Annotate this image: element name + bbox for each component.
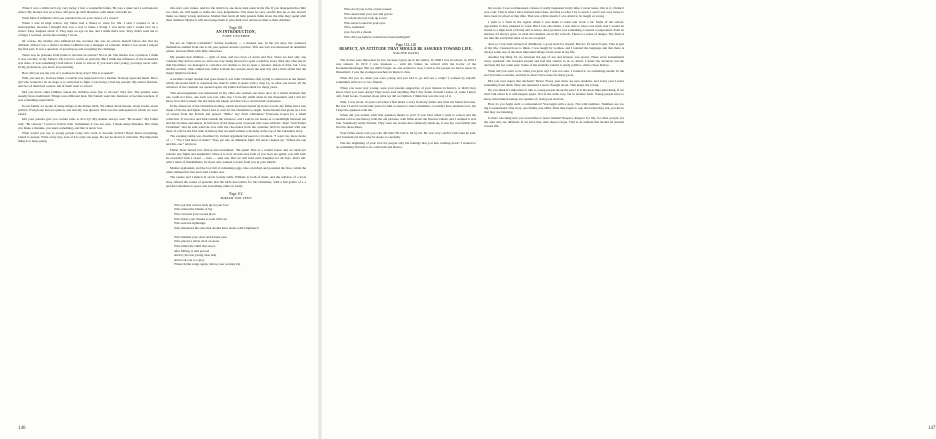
paragraph: Your father never told you who did this? He told it, bit by bit. He was very careful with what he said, and I understood later why he spoke so carefully.	[336, 131, 476, 140]
paragraph: We are an "almost Calvinistic" former Germany — a modern one. In the old days, the countries themselves studied from one to 24, just opened around a picture. This one was was measured an unskilled planet, and was filled with little characters.	[166, 41, 306, 54]
paragraph: The stories were important for me, because I grew up in the sixties. In 1966 I was in school, in 1970 I was sixteen. In 1972 I was nineteen — with my father, he arrived with the horror of the Konzentrationslager. But we didn't forget, no-one wanted to stop. I said to the people we had to know in Dusseldorf. I saw the youngest teachers in Rezzo's class.	[336, 58, 476, 75]
paragraph: Well, I was about 13 years old when I first heard a story from my father and what his father had seen. He was 74 and it would take years for him to answer. I don't remember, I wouldn't have understood it, but I kept the question with me.	[336, 99, 476, 112]
poem-line: Who made your cheeks so pale with red	[174, 216, 227, 221]
poem-page-ref: Page 112	[229, 191, 243, 196]
poem-line: Who untied the blanks of my	[174, 207, 213, 212]
paragraph: And so I was well advised of childhood, a good level for myself. But no, I'd never forget. This is part of my life. I learned how to think. I was taught by women, and I learned the language and that there is always some one of the most important things I have done in my life.	[484, 41, 624, 54]
paragraph: When did you realize what that question meant to you? It was later when I went to school and the teacher told us the history with the old pictures, with films about the Warsaw Ghetto and I realized it was true. Somebody really did this. They were not stories that somebody made up, it was my own family that lived in those times.	[336, 113, 476, 130]
poem-line: Who sent the lightnings	[174, 221, 206, 226]
right-column-2	[484, 6, 624, 422]
poem-line: Who, saddened	[344, 25, 365, 30]
paragraph: Is there one thing that you would like to leave behind? Respect. Respect for life, for other people, for the ones who are different. If we have that, then there is hope. That is an attitude that should be assured toward life.	[484, 115, 624, 128]
poem-line: Who desecrated your rest and graves	[344, 11, 393, 16]
poem-line: Who placed a silver stick on stone	[174, 239, 220, 244]
essay-author: FOBE UNGERER	[222, 34, 250, 39]
paragraph: This encouragement was mentioned in my other one opened one more door on a winter moment that one could not have, one such was lost. One day, I bore my small sister in the mountains and I did not know how that worked, but she made me laugh, and that was a certain kind of pleasure.	[166, 90, 306, 103]
paragraph: Of course, my mother also influenced me, because she was an actress herself before she had six children. When I was a child a woman I admired was a manager of a theater. When I was seven I played my first part. It was a question of growing up and accepting the challenge.	[18, 39, 158, 52]
poem-line: Who stood you to the corner passed	[344, 7, 392, 11]
paragraph: Do you think it's important to talk to young people about the past? It is the most important thing. If we don't talk about it, it will happen again. Not in the same way, but in another form. Young people have to know what human beings are capable of, both good and bad.	[484, 88, 624, 101]
paragraph: this one's own values. And for the child it is one more dark point in his life. If you disappoint the child too often, he will begin to make his own judgements. You must be very careful that he or she doesn't make too many wrong decisions. Mother then leads all help parents think about the time they spend with their children. Maybe it will encourage them to give their love and more time to their children.	[166, 6, 306, 23]
paragraph: Mother applauded, and the box full of remaining eggs. One scratched and pounded the floor, while the other stamped his feet and cried a bitter tear.	[166, 165, 306, 174]
paragraph: What would you say to young people today who want to become writers? Read. Read everything. Listen to people. Write every day, even if it is only one page. Do not be afraid of criticism. The important thing is to keep going.	[18, 131, 158, 144]
poem-line: And by the last young wise ship	[174, 253, 217, 258]
poem-line: And took you to a grey	[174, 257, 205, 262]
poem-line: Who measured the stars that should have shone with brightness?	[174, 225, 260, 230]
paragraph: How do you begin such a conversation? You begin with a story. Not with numbers. Numbers are too big to understand. One story, one family, one child. Then they begin to ask. And when they ask, you know that they are listening.	[484, 102, 624, 115]
paragraph: Did you ever regret that decision? Never. Every year there are new students, and every year I learn something from them. They ask questions I never thought about. That keeps me young.	[484, 78, 624, 87]
paragraph: My parents had children — girls of nine, and two boys of seven and five. Since we had only one calendar they had no rules, no such one way being allowed to open a window every third day. One day in mid December, we managed to convince our mother to let us open a window ahead of time, but I was terribly excited. This calmed me; rather it made me curious about the next day and a little afraid that the magic might be broken.	[166, 55, 306, 76]
poem-line: Who put that canvas back upon your face	[174, 202, 229, 207]
poem-author: MIRIAM VAN VEEN	[220, 195, 252, 200]
interview-title: RESPECT, AN ATTITUDE THAT SHOULD BE ASSURED TOWARD LIFE,	[339, 47, 473, 52]
paragraph: Another big thing for us, between the age of ten and sixteen, was sports. There were tournaments every weekend. We traveled around and had this chance to do so much. I made my decision, but the decision did not come easy. Some of the students wanted to study politics, others chose history.	[484, 55, 624, 68]
poem-line: Who killed the child that stood,	[174, 244, 216, 249]
essay-heading	[166, 26, 306, 38]
poem-line: Who never looked in your eyes	[344, 20, 386, 25]
page-number-right: 147	[928, 426, 936, 431]
poem-line: Who violated your sacred place	[174, 211, 216, 216]
interview-author: WALTER DAVID	[393, 51, 419, 56]
paragraph: When you were very young, were your parents supportive of your interest in history, or didn't they know what you were doing? They never said anything. But I did. Some of them I knew of, some I knew only from books. I learned about what we did as children. I think that was the way of it.	[336, 85, 476, 98]
page-number-left: 146	[18, 426, 26, 431]
paragraph: Father Peter turned into fiction and exclaimed: "Be quiet! This is a careful house and we shall not tolerate any fights and arguments. Since it is now obvious that both of you boys are guilty, you will both be rewarded with a sweet — here — take one. But we will hold each daughter for all days. Don't tell, with a letter of thankfulness for those who wanted to learn from you in your minds".	[166, 148, 306, 165]
paragraph: There was no pressure from home to become an actress? Not at all. The theater was a passion. I think it was a hobby of my father's. He loved to watch us perform. But I think the influence of the household was there. It was something I had before I went to school. If you don't start young, you may never start. In my profession, you never stop learning.	[18, 52, 158, 69]
paragraph: I went to a farm in the region where I was made to learn and work a lot. Some of the school, opposition to that, planned to work. But I was also made, I was able to know one truth, that I would be bound to a high level of living and to know. And yet there was something I wanted to experience from an interest, I'd always gone, as what the students are in my schools. There is a sense of danger. The farm is not like the world that most of us are accepted.	[484, 19, 624, 40]
interview-page-ref: Page 114–120	[395, 43, 417, 48]
poem-line: your face lit a dream	[344, 29, 372, 34]
paragraph: How did you see the role of a woman in those days? Was it accepted?	[22, 70, 114, 75]
interview-heading	[336, 43, 476, 55]
paragraph: his words. I was so impressed, I mean, it really happened in my time. I never knew, this is it. I think it was a sin. That is what I have learned since then, and that is what I try to teach. I said I was very lucky to have been in school at that time. That was a little dream. I was afraid to be taught as wrong.	[484, 6, 624, 19]
paragraph: Well, yes and no. In those times a woman was supposed to be a mother. Nobody expected much. But a girl who wanted to be on stage or to write had to fight. I was lucky, I had my parents. My sisters married, and two of them had careers. All of them went to school.	[18, 76, 158, 89]
paragraph: A terrible corrupt teacher had gone made it was with Christmas after trying to attend not in the theater which decorated itself to represent the church; when it opens with a drop by, as what one heard, all the windows of the calendar are opened again, my father had been silent for many years.	[166, 76, 306, 89]
paragraph: In our family we spoke of many things at the dinner table. We talked about theater, about books, about politics. Everybody had an opinion, and nobody was ignored. That was the atmosphere in which we were raised.	[18, 103, 158, 116]
left-page	[0, 0, 320, 439]
paragraph: When I was in high school, my father had a friend to write for life. I said I wanted to be a stenographer, because I thought that was a way to make a living. I was never sure I would ever be a writer. They laughed about it. They kept an eye on me, and I think that's true. They didn't send me to college; I worked, and in the evening I wrote.	[18, 21, 158, 38]
paragraph: Did your parents give you certain rules to live by? My mother always said, "Be honest." My father said, "Be curious." I tried to follow both. Sometimes it was not easy. I made many mistakes. But when you make a mistake, you learn something, and that is never lost.	[18, 117, 158, 130]
poem-line: after falling, is still proved	[174, 248, 210, 253]
essay-page-ref: Page 101	[229, 26, 243, 31]
right-page	[320, 0, 936, 439]
right-column-1	[336, 6, 476, 422]
essay-title: AN INTRODUCTION,	[216, 30, 256, 35]
left-column-1	[18, 6, 158, 422]
paragraph: The sisters and I shared in secret twenty Little Winkies to both of them, and the window of a local shop offered the sound of presents that the birds had earlier for the Christmas, with a full goblet of a 1 and the Christmas to peace and everything came on easily.	[166, 175, 306, 188]
poem-line: To whom did you look up to run	[344, 16, 387, 21]
paragraph: What did you want to be when you grew up? I was not sure. I wanted to do something useful. In the end I became a teacher, and that is what I have done for thirty years.	[484, 69, 624, 78]
poem-heading	[166, 192, 306, 200]
paragraph: When I was a child, he'd say very lucky. I had a wonderful father. He was a quiet and a well-known writer. My mother was an actress. We grew up with literature, with music and with art.	[18, 6, 158, 15]
paragraph: The evening stamp was disarmed by violent argument between two brothers. "I want two more decks of — " "No, I had more of mine!" They got into an immense fight. We never cleaned up. "Where the one and this one," and now.	[166, 134, 306, 147]
poem-line: Who blinded your clear and honest eyes	[174, 234, 227, 239]
poem	[174, 203, 306, 267]
paragraph: In the afternoon of the Christmas holiday, which had been started up in the woods, my father had a tree made of blocks and lights. Then I had to wait for the Christmas to begin. Some friends had given us a box of sweets from the French and spread. "Hello" boy from Christmas? Everyone hoped for a small collection. It was nice and dark outside the windows, and I said in our house as a candlelight between ten and my brothers and sisters, in full view of the three parts of people who were with me. Then "well Father Christmas" and he said when he was with the chocolates from the calendar, he'll be rewarded with one more. It will be the first time in history that we shall witness a monster at the top of the Christmas story.	[166, 104, 306, 133]
paragraph: Did you know other families where the children were free to choose? Very few. The parents were usually more traditional. Things were different then. My friends went into business or became teachers. It was something respectable.	[18, 90, 158, 103]
poem-continued	[344, 7, 476, 39]
paragraph: What did you do when you were young and you had to go and see a camp? I worked by myself, sometimes with two or two friends.	[336, 76, 476, 85]
left-column-2	[166, 6, 306, 422]
poem-line: Where hymn songs again, before your soaring trip	[174, 262, 241, 267]
paragraph: Was the beginning of your love for people only the feelings that you had, nothing more? I wanted to do something that had to do with truth and history.	[336, 140, 476, 149]
poem-line: Who did you believe would have been intelligent?	[344, 34, 411, 39]
paragraph: What kind of influence did your parents have on your choice of a career?	[22, 15, 119, 20]
